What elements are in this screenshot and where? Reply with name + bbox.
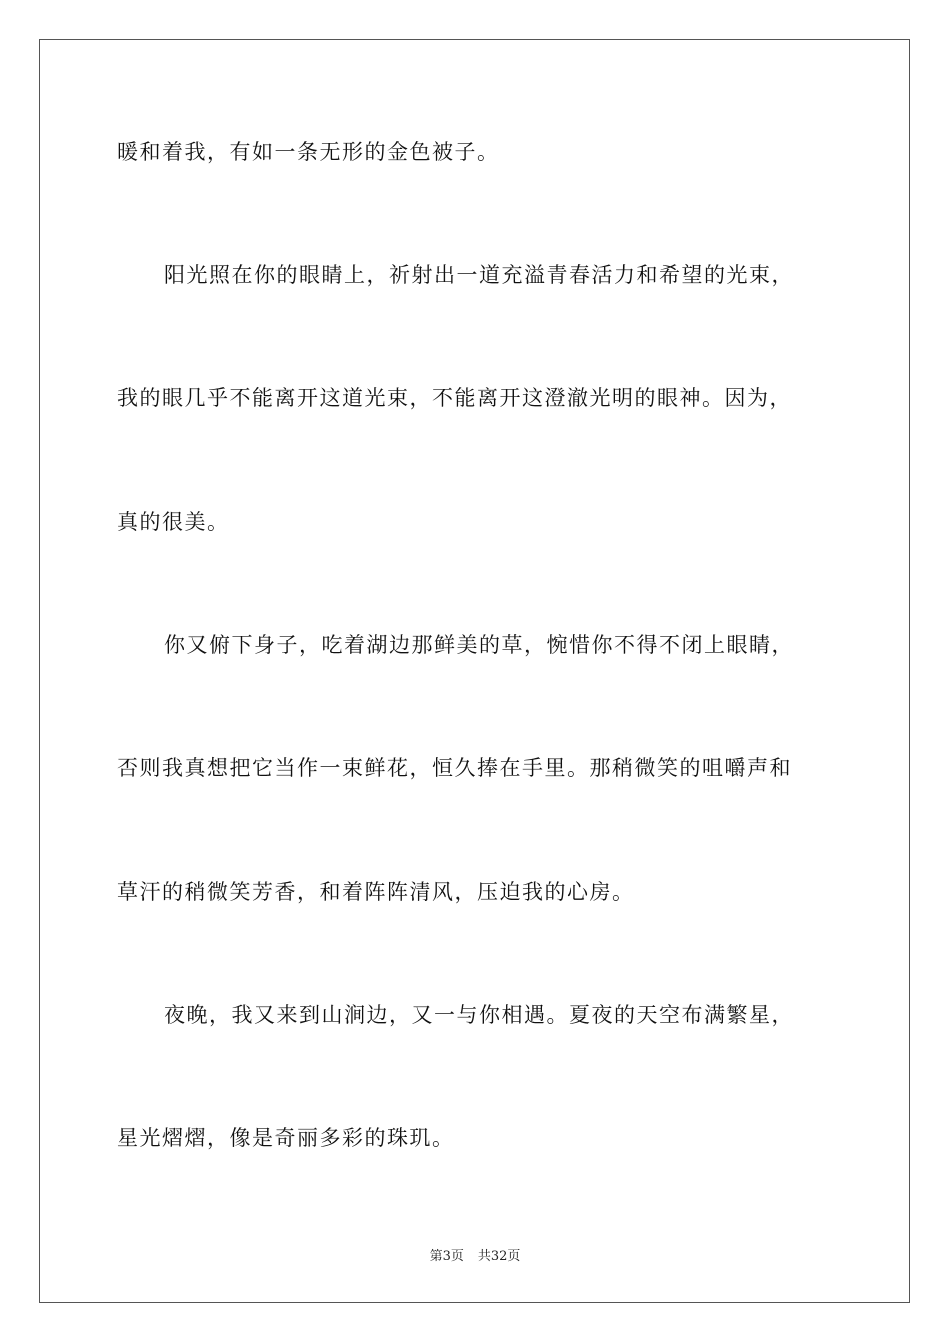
page-number: 第3页	[429, 1249, 464, 1264]
text-line: 星光熠熠，像是奇丽多彩的珠玑。	[117, 1126, 455, 1150]
text-line: 真的很美。	[117, 510, 230, 534]
text-line: 暖和着我，有如一条无形的金色被子。	[117, 140, 500, 164]
text-line: 草汗的稍微笑芳香，和着阵阵清风，压迫我的心房。	[117, 880, 635, 904]
total-pages: 共32页	[477, 1249, 521, 1264]
text-line: 否则我真想把它当作一束鲜花，恒久捧在手里。那稍微笑的咀嚼声和	[117, 756, 792, 780]
page-footer	[0, 1249, 950, 1265]
paragraph-first-line: 你又俯下身子，吃着湖边那鲜美的草，惋惜你不得不闭上眼睛，	[164, 633, 794, 657]
text-line: 我的眼几乎不能离开这道光束，不能离开这澄澈光明的眼神。因为，	[117, 386, 792, 410]
paragraph-first-line: 夜晚，我又来到山涧边，又一与你相遇。夏夜的天空布满繁星，	[164, 1003, 794, 1027]
paragraph-first-line: 阳光照在你的眼睛上，祈射出一道充溢青春活力和希望的光束，	[164, 263, 794, 287]
page-border	[39, 39, 910, 1303]
